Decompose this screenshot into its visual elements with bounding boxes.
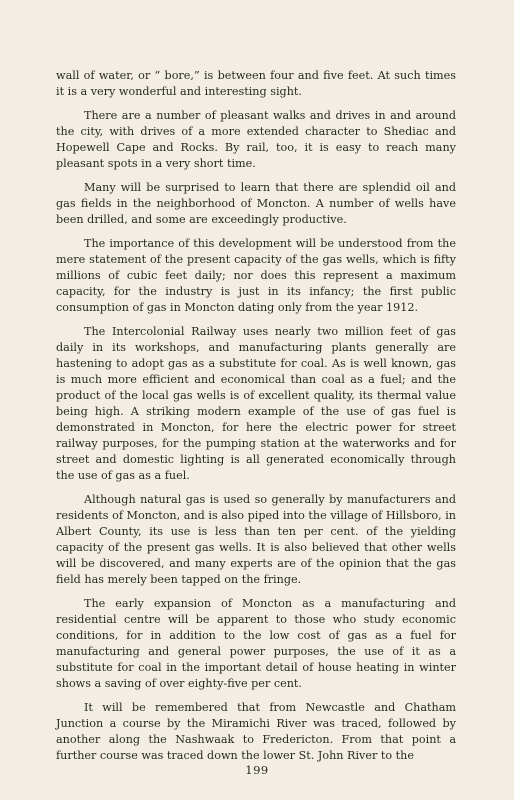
paragraph-bore-height: wall of water, or “ bore,” is between four and five feet. At such times it is a very wonderful and interesting sight. <box>56 69 456 98</box>
paragraph-gas-capacity: The importance of this development will be understood from the mere statement of the present capacity of the gas wells, which is fifty millions of cubic feet daily; nor does this represent a maximum capacity, for the industry is just in its infancy; the first public consumption of gas in Moncton dating only from the year 1912. <box>56 237 456 314</box>
paragraph-oil-gas-fields: Many will be surprised to learn that there are splendid oil and gas fields in the neighborhood of Moncton. A number of wells have been drilled, and some are exceedingly productive. <box>56 181 456 226</box>
page-text <box>56 68 456 772</box>
paragraph-moncton-expansion: The early expansion of Moncton as a manufacturing and residential centre will be apparent to those who study economic conditions, for in addition to the low cost of gas as a fuel for manufacturing and general power purposes, the use of it as a substitute for coal in the important detail of house heating in winter shows a saving of over eighty-five per cent. <box>56 597 456 690</box>
paragraph-intercolonial-railway: The Intercolonial Railway uses nearly two million feet of gas daily in its workshops, and manufacturing plants generally are hastening to adopt gas as a substitute for coal. As is well known, gas is much more efficient and economical than coal as a fuel; and the product of the local gas wells is of excellent quality, its thermal value being high. A striking modern example of the use of gas fuel is demonstrated in Moncton, for here the electric power for street railway purposes, for the pumping station at the waterworks and for street and domestic lighting is all generated economically through the use of gas as a fuel. <box>56 325 456 482</box>
paragraph-walks-drives: There are a number of pleasant walks and drives in and around the city, with drives of a more extended character to Shediac and Hopewell Cape and Rocks. By rail, too, it is easy to reach many pleasant spots in a very short time. <box>56 109 456 170</box>
paragraph-natural-gas-usage: Although natural gas is used so generally by manufacturers and residents of Moncton, and is also piped into the village of Hillsboro, in Albert County, its use is less than ten per cent. of the yielding capacity of the present gas wells. It is also believed that other wells will be discovered, and many experts are of the opinion that the gas field has merely been tapped on the fringe. <box>56 493 456 586</box>
paragraph-newcastle-course: It will be remembered that from Newcastle and Chatham Junction a course by the Miramichi River was traced, followed by another along the Nashwaak to Fredericton. From that point a further course was traced down the lower St. John River to the <box>56 701 456 762</box>
page-number: 199 <box>245 763 269 777</box>
